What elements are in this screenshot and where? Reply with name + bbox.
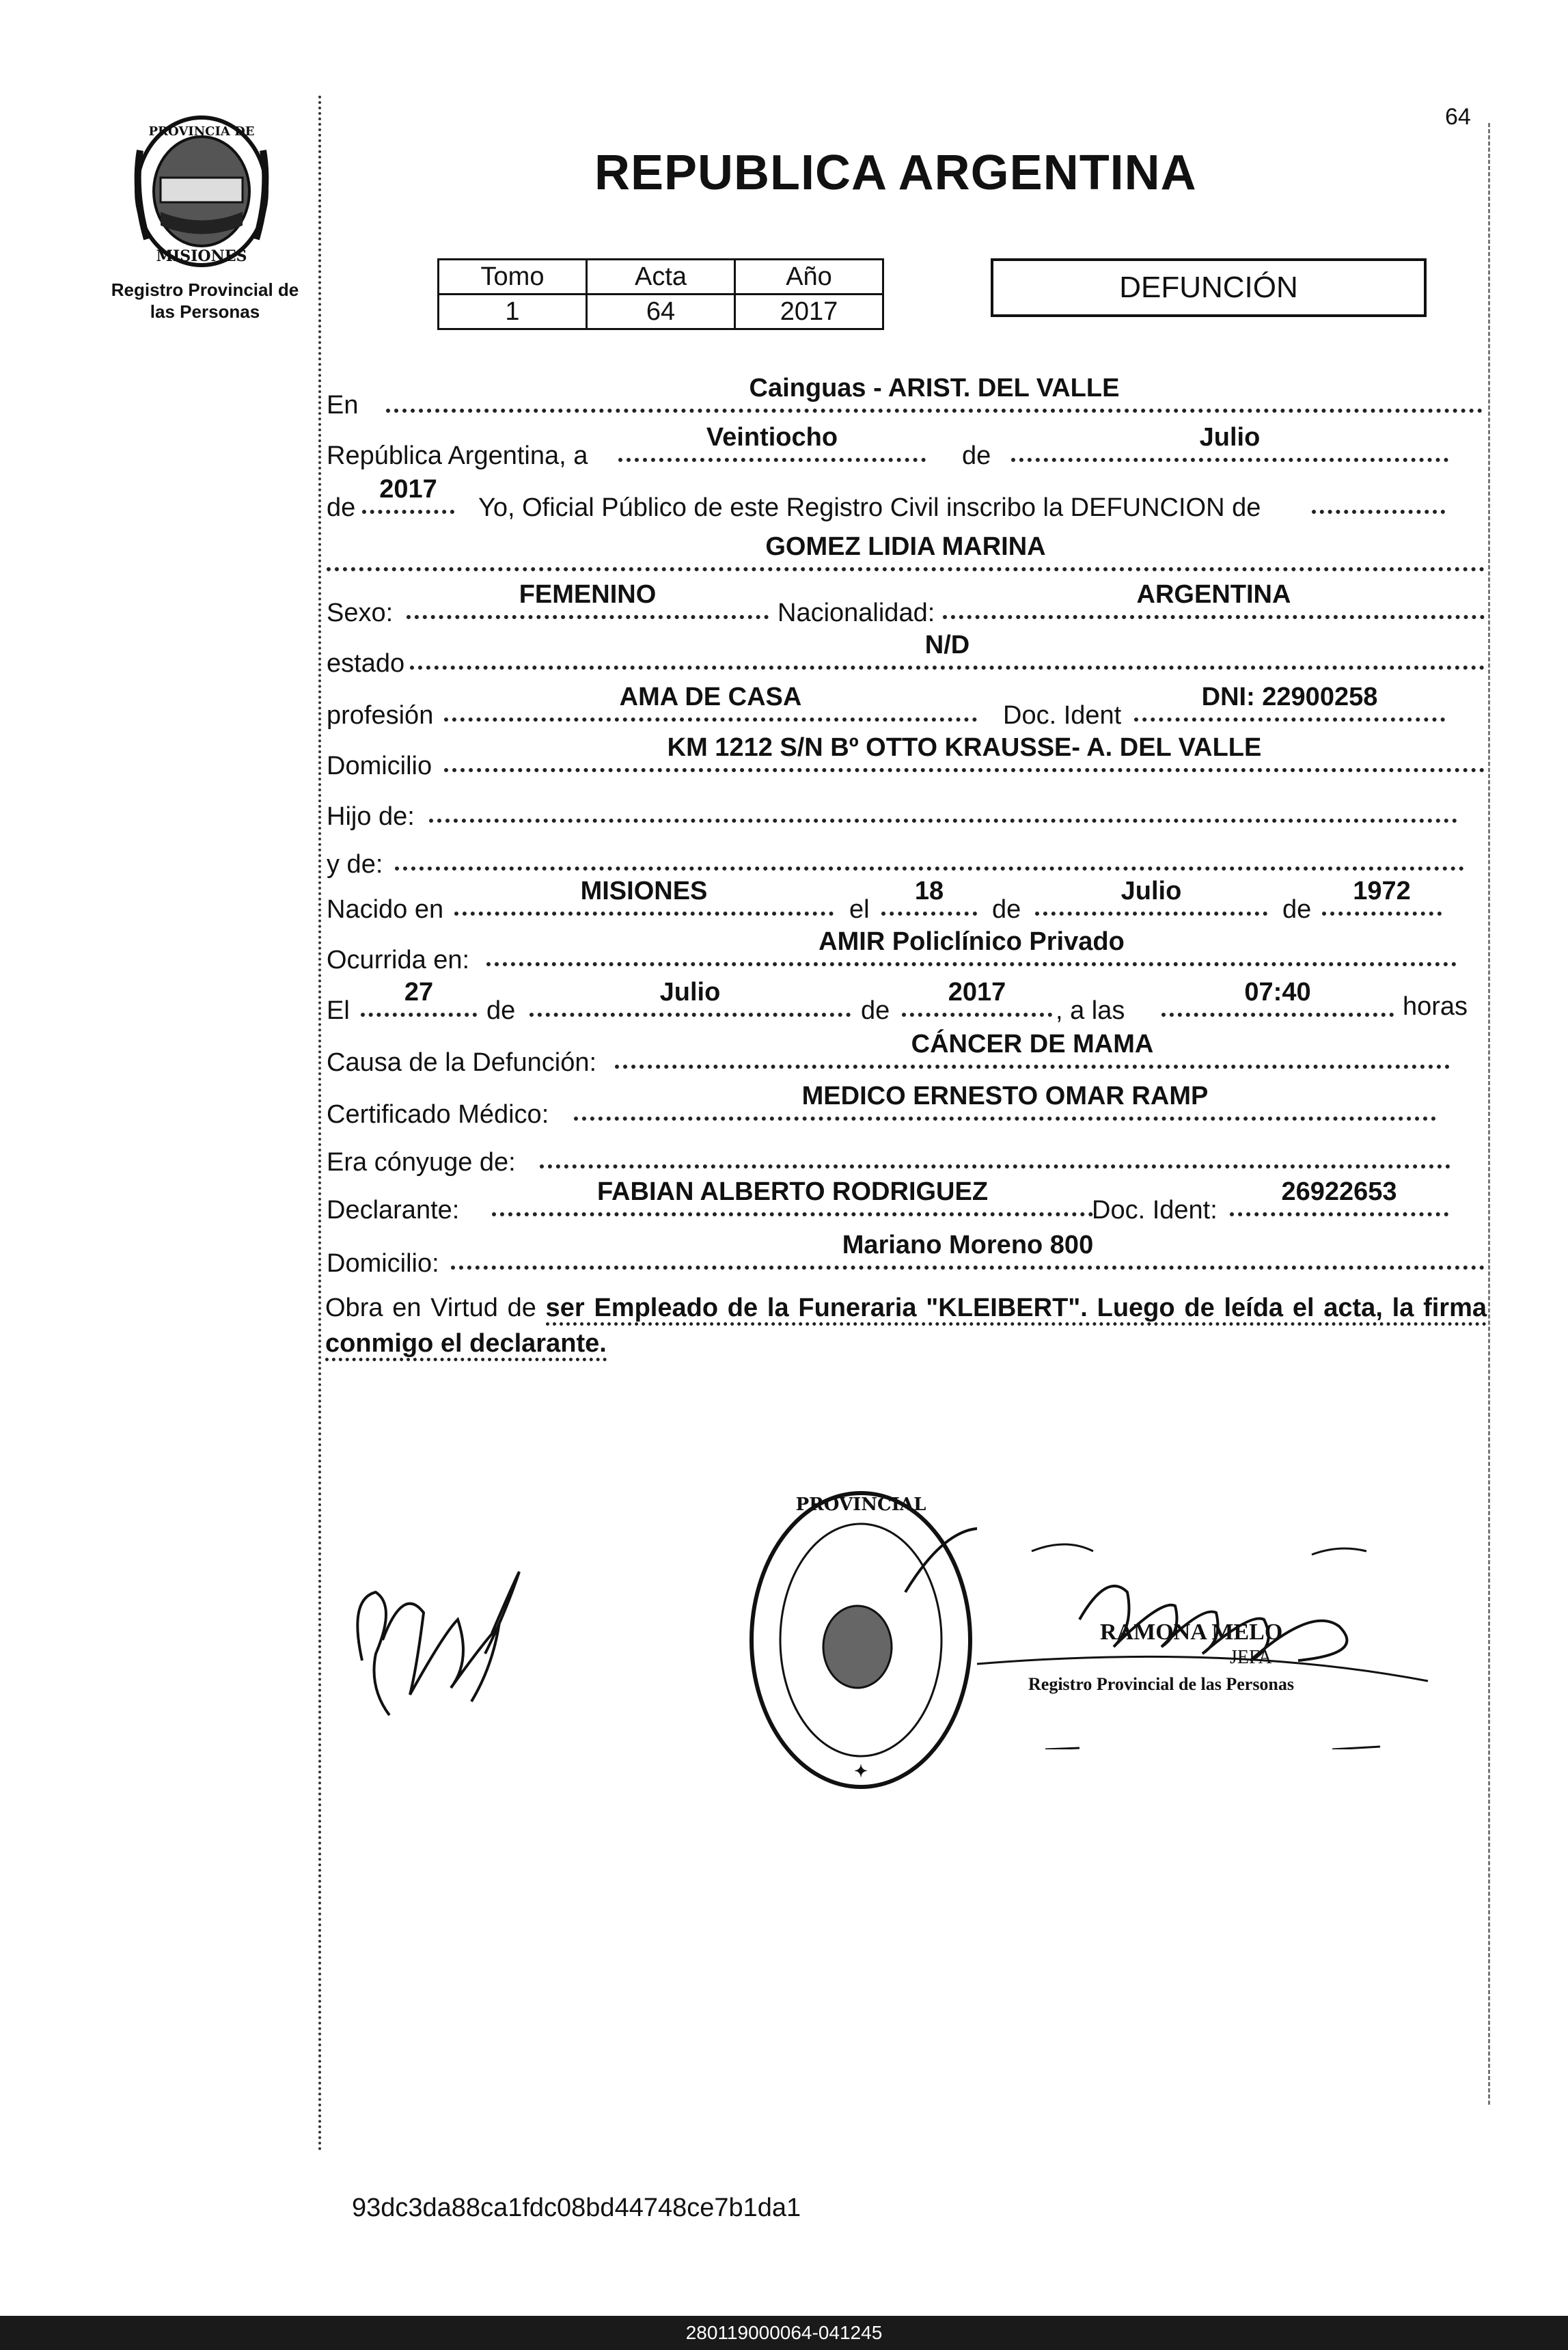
organization-line2: las Personas (150, 301, 260, 322)
nacido-field (454, 877, 834, 916)
svg-text:PROVINCIAL: PROVINCIAL (795, 1494, 926, 1515)
profesion-field (444, 683, 977, 722)
birth-month-value: Julio (1120, 877, 1182, 905)
page-title: REPUBLICA ARGENTINA (594, 146, 1197, 200)
year-value: 2017 (379, 475, 437, 504)
month-field (1011, 423, 1448, 462)
death-year-field (902, 978, 1052, 1017)
death-year-value: 2017 (948, 978, 1006, 1007)
sexo-value: FEMENINO (519, 580, 657, 609)
barcode-number: 280119000064-041245 (685, 2322, 883, 2343)
registry-value-tomo: 1 (439, 295, 587, 329)
nacionalidad-value: ARGENTINA (1136, 580, 1291, 609)
registry-table (437, 258, 884, 330)
obra-paragraph (325, 1290, 1487, 1361)
declarante-doc-value: 26922653 (1281, 1177, 1397, 1206)
nacionalidad-field (943, 580, 1485, 619)
birth-month-field (1035, 877, 1267, 916)
nacido-value: MISIONES (580, 877, 708, 905)
ocurrida-field (486, 927, 1457, 966)
estado-label: estado (327, 649, 405, 678)
domicilio2-field (451, 1231, 1485, 1270)
official-name: RAMONA MELO (1100, 1620, 1283, 1645)
official-title: JEFA (1230, 1647, 1272, 1668)
seal-top-text: PROVINCIA DE (148, 124, 255, 139)
document-hash: 93dc3da88ca1fdc08bd44748ce7b1da1 (352, 2194, 801, 2222)
yo-trailing-field (1312, 482, 1445, 514)
yde-field (395, 839, 1464, 871)
yo-text: Yo, Oficial Público de este Registro Civil inscribo la DEFUNCION de (478, 493, 1261, 522)
death-month-field (529, 978, 851, 1017)
causa-value: CÁNCER DE MAMA (911, 1030, 1154, 1058)
seal-bottom-text: MISIONES (156, 247, 247, 265)
domicilio-value: KM 1212 S/N Bº OTTO KRAUSSE- A. DEL VALLE (667, 733, 1262, 762)
de-label-2: de (327, 493, 356, 522)
declarante-value: FABIAN ALBERTO RODRIGUEZ (596, 1177, 989, 1206)
organization-name (102, 279, 307, 323)
death-day-field (361, 978, 477, 1017)
domicilio2-value: Mariano Moreno 800 (842, 1231, 1094, 1259)
de-label-6: de (861, 996, 890, 1025)
death-day-value: 27 (404, 978, 434, 1007)
record-type: DEFUNCIÓN (1119, 271, 1298, 304)
causa-field (615, 1030, 1450, 1069)
alas-label: , a las (1056, 996, 1125, 1025)
right-margin-line (1488, 123, 1490, 2105)
republica-label: República Argentina, a (327, 441, 588, 470)
domicilio-field (444, 733, 1485, 772)
hijo-field (429, 791, 1457, 823)
de-label-1: de (962, 441, 991, 470)
birth-year-value: 1972 (1353, 877, 1411, 905)
official-signature (957, 1490, 1435, 1749)
de-label-5: de (486, 996, 516, 1025)
organization-line1: Registro Provincial de (111, 279, 299, 300)
day-value: Veintiocho (706, 423, 838, 452)
yde-label: y de: (327, 850, 383, 879)
month-value: Julio (1199, 423, 1261, 452)
death-time-field (1161, 978, 1394, 1017)
sexo-field (407, 580, 769, 619)
registry-header-acta: Acta (587, 260, 735, 295)
birth-day-field (881, 877, 977, 916)
conyuge-field (540, 1137, 1450, 1169)
doc-ident-field (1134, 683, 1445, 722)
nacionalidad-label: Nacionalidad: (778, 599, 935, 627)
declarante-doc-field (1230, 1177, 1448, 1216)
doc-ident-value: DNI: 22900258 (1201, 683, 1378, 711)
en-label: En (327, 391, 359, 420)
el-cap-label: El (327, 996, 350, 1025)
nacido-label: Nacido en (327, 895, 444, 924)
profesion-label: profesión (327, 701, 434, 730)
registry-header-tomo: Tomo (439, 260, 587, 295)
page-number: 64 (1445, 104, 1471, 130)
official-org: Registro Provincial de las Personas (1028, 1674, 1295, 1694)
certificado-field (574, 1082, 1436, 1121)
certificado-label: Certificado Médico: (327, 1100, 549, 1129)
domicilio-label: Domicilio (327, 752, 432, 780)
obra-text: ser Empleado de la Funeraria "KLEIBERT". Luego de leída el acta, la firma conmigo el declarante. (325, 1294, 1487, 1361)
death-month-value: Julio (659, 978, 721, 1007)
registry-header-ano: Año (735, 260, 883, 295)
death-time-value: 07:40 (1244, 978, 1311, 1007)
causa-label: Causa de la Defunción: (327, 1048, 597, 1077)
conyuge-label: Era cónyuge de: (327, 1148, 516, 1177)
declarante-name-field (492, 1177, 1093, 1216)
declarante-label: Declarante: (327, 1196, 460, 1225)
en-value: Cainguas - ARIST. DEL VALLE (749, 374, 1120, 402)
de-label-3: de (992, 895, 1021, 924)
de-label-4: de (1282, 895, 1312, 924)
certificado-value: MEDICO ERNESTO OMAR RAMP (801, 1082, 1209, 1110)
ocurrida-label: Ocurrida en: (327, 946, 470, 974)
hijo-label: Hijo de: (327, 802, 415, 831)
registry-value-ano: 2017 (735, 295, 883, 329)
sexo-label: Sexo: (327, 599, 394, 627)
domicilio2-label: Domicilio: (327, 1249, 439, 1278)
svg-text:✦: ✦ (853, 1761, 868, 1781)
horas-label: horas (1403, 992, 1468, 1021)
doc-ident-label: Doc. Ident (1003, 701, 1122, 730)
birth-day-value: 18 (914, 877, 944, 905)
registry-value-acta: 64 (587, 295, 735, 329)
deceased-name: GOMEZ LIDIA MARINA (765, 532, 1046, 561)
el-label: el (849, 895, 870, 924)
left-margin-line (318, 96, 321, 2153)
en-field (386, 374, 1483, 413)
declarant-signature (335, 1558, 540, 1736)
declarante-doc-label: Doc. Ident: (1092, 1196, 1218, 1225)
ocurrida-value: AMIR Policlínico Privado (819, 927, 1125, 956)
birth-year-field (1322, 877, 1442, 916)
obra-prefix: Obra en Virtud de (325, 1294, 536, 1322)
estado-field (410, 631, 1485, 670)
deceased-name-field (327, 532, 1485, 571)
record-type-box (991, 258, 1427, 317)
estado-value: N/D (924, 631, 970, 659)
year-field (362, 475, 454, 514)
provincial-seal (120, 109, 284, 273)
profesion-value: AMA DE CASA (619, 683, 802, 711)
official-stamp (745, 1483, 977, 1797)
day-field (618, 423, 926, 462)
barcode-footer (0, 2316, 1568, 2350)
